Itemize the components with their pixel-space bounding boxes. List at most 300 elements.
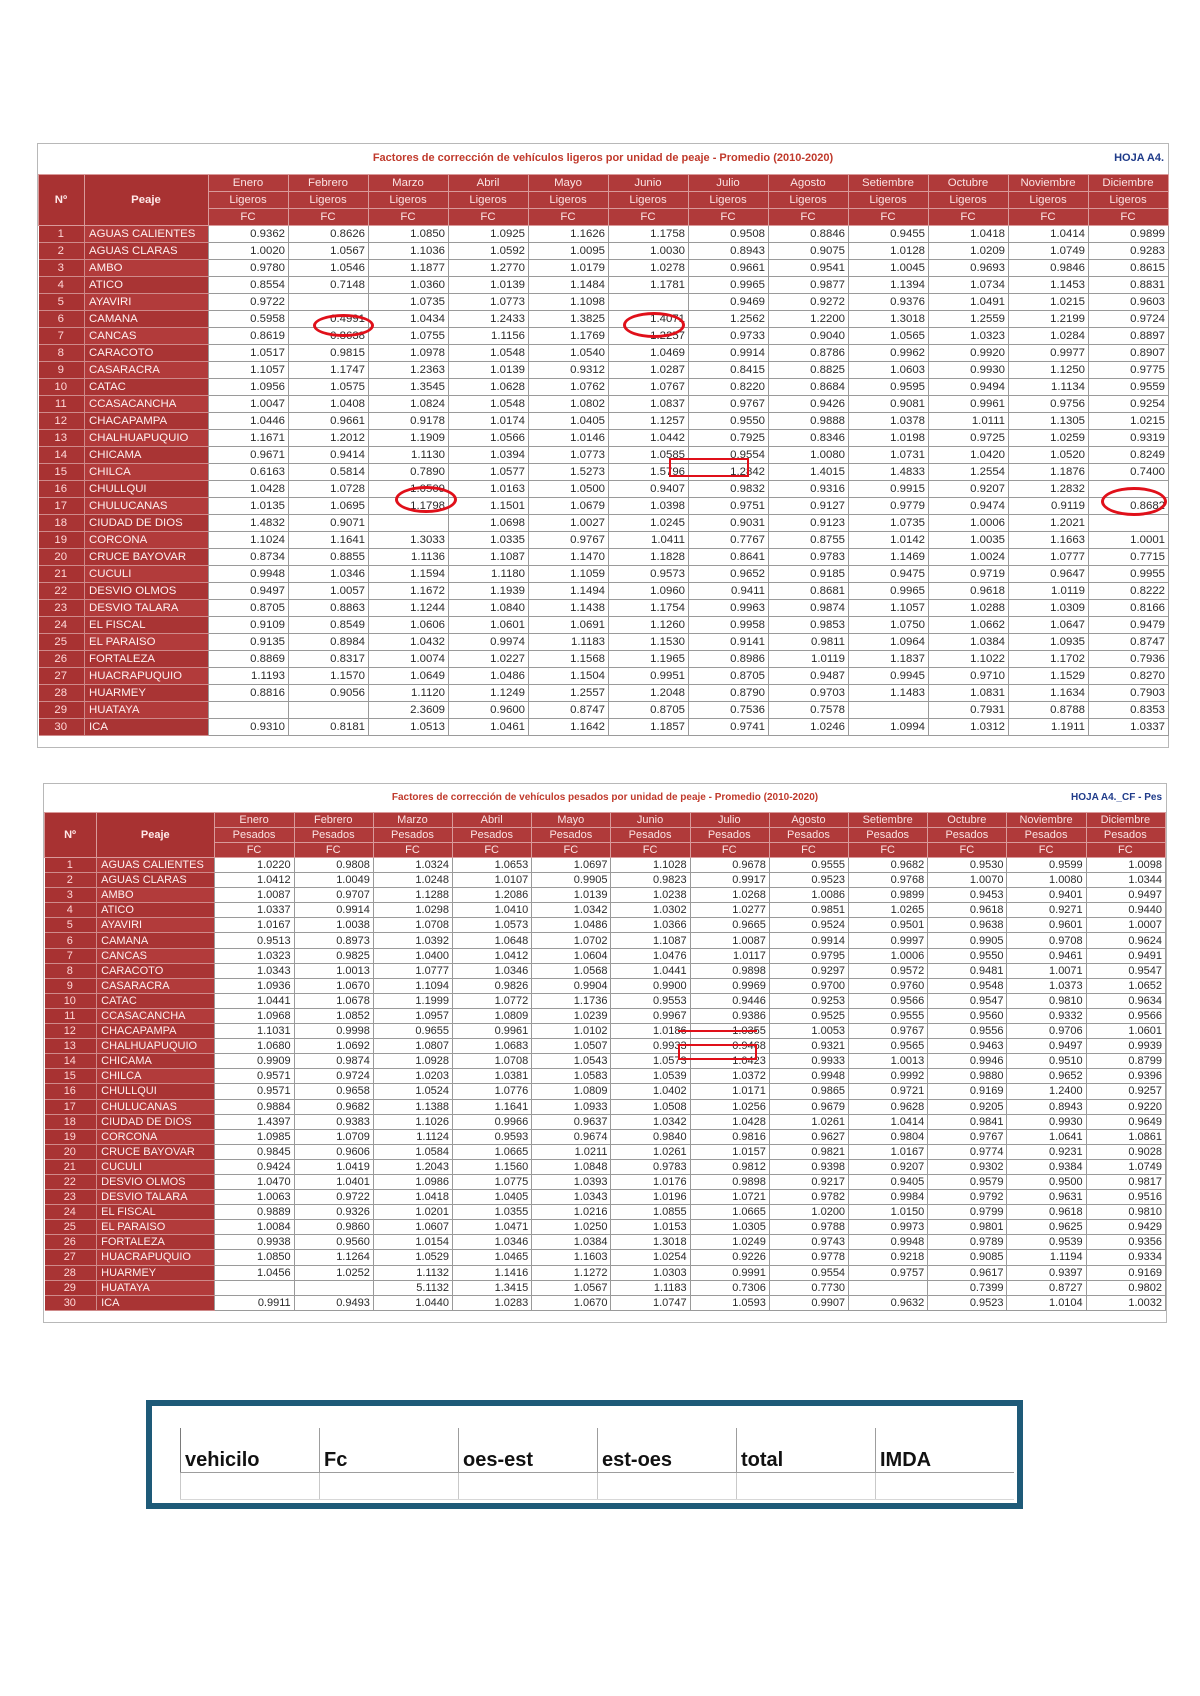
header-fc: FC (215, 843, 294, 858)
fc-value: 1.0384 (929, 634, 1009, 651)
fc-value: 1.0337 (215, 903, 294, 918)
table-row (39, 634, 1169, 651)
fc-value: 1.0831 (929, 685, 1009, 702)
fc-value: 0.8181 (289, 719, 369, 736)
fc-value: 1.0098 (1086, 858, 1165, 873)
table-row (45, 903, 1166, 918)
sheet-title: Factores de corrección de vehículos ligeros por unidad de peaje - Promedio (2010-2020) (372, 152, 834, 164)
fc-value: 0.9905 (928, 933, 1007, 948)
fc-value: 0.8317 (289, 651, 369, 668)
fc-value: 0.8863 (289, 600, 369, 617)
fc-value: 0.9513 (215, 933, 294, 948)
fc-value: 1.0080 (769, 447, 849, 464)
fc-value: 0.9823 (611, 873, 690, 888)
fc-value: 0.9821 (769, 1144, 848, 1159)
row-number: 8 (45, 963, 97, 978)
fc-value: 1.1876 (1009, 464, 1089, 481)
toll-name: ATICO (97, 903, 215, 918)
fc-value: 1.0567 (532, 1280, 611, 1295)
fc-value: 0.8615 (1089, 260, 1169, 277)
fc-value: 1.0678 (294, 993, 373, 1008)
fc-value: 0.9601 (1007, 918, 1086, 933)
fc-value: 0.8825 (769, 362, 849, 379)
fc-value: 1.1438 (529, 600, 609, 617)
fc-value: 1.1024 (209, 532, 289, 549)
table-row (45, 918, 1166, 933)
fc-value: 0.9966 (453, 1114, 532, 1129)
fc-value: 1.4015 (769, 464, 849, 481)
header-month: Diciembre (1089, 175, 1169, 192)
toll-name: CUCULI (97, 1159, 215, 1174)
toll-name: CAMANA (85, 311, 209, 328)
fc-value: 1.0119 (1009, 583, 1089, 600)
header-vehicle-type: Pesados (1007, 828, 1086, 843)
header-month: Abril (453, 813, 532, 828)
fc-value: 0.9799 (928, 1205, 1007, 1220)
toll-name: CARACOTO (85, 345, 209, 362)
fc-value: 0.9257 (1086, 1084, 1165, 1099)
fc-value: 0.7730 (769, 1280, 848, 1295)
fc-value: 1.0167 (849, 1144, 928, 1159)
header-fc: FC (529, 209, 609, 226)
header-vehicle-type: Pesados (215, 828, 294, 843)
fc-value: 0.8786 (769, 345, 849, 362)
fc-value: 0.9783 (769, 549, 849, 566)
header-vehicle-type: Ligeros (849, 192, 929, 209)
fc-value: 1.0507 (532, 1039, 611, 1054)
fc-value: 1.1798 (369, 498, 449, 515)
fc-value: 0.9722 (294, 1190, 373, 1205)
fc-value: 1.1877 (369, 260, 449, 277)
fc-value: 0.9933 (611, 1039, 690, 1054)
fc-value: 1.0080 (1007, 873, 1086, 888)
fc-value: 1.0288 (929, 600, 1009, 617)
fc-value: 0.9665 (690, 918, 769, 933)
entry-cell[interactable] (598, 1473, 737, 1500)
table-row (45, 1008, 1166, 1023)
fc-value: 0.9801 (928, 1220, 1007, 1235)
fc-value: 0.8747 (529, 702, 609, 719)
row-number: 30 (39, 719, 85, 736)
toll-name: AYAVIRI (85, 294, 209, 311)
table-row (39, 600, 1169, 617)
fc-value: 1.0567 (289, 243, 369, 260)
fc-value: 1.1124 (373, 1129, 452, 1144)
fc-value: 1.0216 (532, 1205, 611, 1220)
fc-value: 1.0585 (609, 447, 689, 464)
fc-value: 0.9453 (928, 888, 1007, 903)
fc-value: 1.0850 (369, 226, 449, 243)
header-fc: FC (849, 843, 928, 858)
fc-value: 1.0024 (929, 549, 1009, 566)
fc-value: 1.0343 (215, 963, 294, 978)
fc-value: 1.0446 (209, 413, 289, 430)
highlight-circle-junio-camana (623, 312, 685, 338)
fc-value: 1.0070 (928, 873, 1007, 888)
fc-value: 1.0239 (532, 1008, 611, 1023)
fc-value: 1.0697 (532, 858, 611, 873)
fc-value: 0.9500 (1007, 1174, 1086, 1189)
fc-value: 0.9638 (928, 918, 1007, 933)
fc-value: 1.0323 (929, 328, 1009, 345)
row-number: 29 (39, 702, 85, 719)
row-number: 25 (39, 634, 85, 651)
fc-value: 0.9508 (689, 226, 769, 243)
fc-value: 1.0708 (373, 918, 452, 933)
header-vehicle-type: Ligeros (1089, 192, 1169, 209)
fc-value: 1.0731 (849, 447, 929, 464)
table-row (39, 719, 1169, 736)
fc-value: 0.9376 (849, 294, 929, 311)
table-row (45, 1129, 1166, 1144)
fc-value: 1.0575 (289, 379, 369, 396)
fc-value: 1.0146 (529, 430, 609, 447)
fc-value: 0.9647 (1009, 566, 1089, 583)
fc-value: 1.0303 (611, 1265, 690, 1280)
fc-value: 1.0405 (453, 1190, 532, 1205)
header-peaje: Peaje (85, 175, 209, 226)
fc-value: 1.0653 (453, 858, 532, 873)
header-fc: FC (1007, 843, 1086, 858)
fc-value: 0.9963 (689, 600, 769, 617)
fc-value (209, 702, 289, 719)
fc-value: 0.8619 (209, 328, 289, 345)
fc-value: 1.0837 (609, 396, 689, 413)
fc-value: 0.9767 (529, 532, 609, 549)
fc-value: 0.9555 (769, 858, 848, 873)
table-row (39, 583, 1169, 600)
fc-value: 0.9530 (928, 858, 1007, 873)
row-number: 4 (45, 903, 97, 918)
fc-value: 1.1305 (1009, 413, 1089, 430)
toll-name: CHICAMA (97, 1054, 215, 1069)
fc-value: 1.0411 (609, 532, 689, 549)
toll-name: CIUDAD DE DIOS (97, 1114, 215, 1129)
table-row (45, 1205, 1166, 1220)
row-number: 12 (39, 413, 85, 430)
fc-value: 0.8799 (1086, 1054, 1165, 1069)
fc-value: 1.0057 (289, 583, 369, 600)
fc-value: 1.0104 (1007, 1295, 1086, 1310)
fc-value: 0.9661 (289, 413, 369, 430)
row-number: 5 (45, 918, 97, 933)
fc-value: 0.9411 (689, 583, 769, 600)
fc-value: 0.9028 (1086, 1144, 1165, 1159)
fc-value: 1.1594 (369, 566, 449, 583)
toll-name: EL PARAISO (85, 634, 209, 651)
fc-value: 1.0049 (294, 873, 373, 888)
fc-value: 0.9795 (769, 948, 848, 963)
fc-value: 1.0767 (609, 379, 689, 396)
fc-value: 0.9253 (769, 993, 848, 1008)
fc-value: 1.0573 (611, 1054, 690, 1069)
fc-value: 1.1642 (529, 719, 609, 736)
fc-value: 0.9899 (1089, 226, 1169, 243)
fc-value: 0.9297 (769, 963, 848, 978)
fc-value: 1.1250 (1009, 362, 1089, 379)
fc-value: 0.9778 (769, 1250, 848, 1265)
fc-value: 1.0850 (215, 1250, 294, 1265)
fc-value: 0.9218 (849, 1250, 928, 1265)
fc-value: 0.9178 (369, 413, 449, 430)
table-row (45, 993, 1166, 1008)
row-number: 27 (45, 1250, 97, 1265)
fc-value: 0.8897 (1089, 328, 1169, 345)
table-row (45, 873, 1166, 888)
fc-value: 1.0665 (690, 1205, 769, 1220)
header-fc: FC (373, 843, 452, 858)
fc-value: 0.9547 (928, 993, 1007, 1008)
fc-value: 1.0461 (449, 719, 529, 736)
fc-value: 0.9706 (1007, 1024, 1086, 1039)
fc-value: 1.1736 (532, 993, 611, 1008)
fc-value: 1.1504 (529, 668, 609, 685)
fc-value: 1.0335 (449, 532, 529, 549)
fc-value: 1.0198 (849, 430, 929, 447)
fc-value: 1.2562 (689, 311, 769, 328)
row-number: 6 (45, 933, 97, 948)
fc-value: 0.9865 (769, 1084, 848, 1099)
fc-value: 1.0565 (849, 328, 929, 345)
fc-value: 0.8705 (609, 702, 689, 719)
entry-cell[interactable] (876, 1473, 1015, 1500)
table-row (39, 515, 1169, 532)
fc-value: 1.1022 (929, 651, 1009, 668)
fc-value: 1.0652 (1086, 978, 1165, 993)
header-month: Junio (611, 813, 690, 828)
header-fc: FC (289, 209, 369, 226)
table-row (45, 1265, 1166, 1280)
fc-value: 0.9674 (532, 1129, 611, 1144)
fc-value: 1.0749 (1086, 1159, 1165, 1174)
fc-value: 0.9516 (1086, 1190, 1165, 1205)
fc-value: 1.1244 (369, 600, 449, 617)
table-row (45, 888, 1166, 903)
fc-value: 1.0679 (529, 498, 609, 515)
fc-value: 1.0006 (929, 515, 1009, 532)
fc-value: 0.9491 (1086, 948, 1165, 963)
fc-value: 0.9974 (449, 634, 529, 651)
toll-name: HUACRAPUQUIO (85, 668, 209, 685)
header-month: Diciembre (1086, 813, 1165, 828)
fc-value: 1.0071 (1007, 963, 1086, 978)
fc-value: 0.9446 (690, 993, 769, 1008)
fc-value: 1.2012 (289, 430, 369, 447)
fc-value: 1.0665 (453, 1144, 532, 1159)
fc-value: 1.0215 (1089, 413, 1169, 430)
fc-value: 1.0470 (215, 1174, 294, 1189)
row-number: 17 (45, 1099, 97, 1114)
row-number: 22 (39, 583, 85, 600)
table-row (39, 498, 1169, 515)
table-row (39, 345, 1169, 362)
fc-value: 1.0670 (532, 1295, 611, 1310)
fc-value: 0.8249 (1089, 447, 1169, 464)
fc-value: 0.8705 (209, 600, 289, 617)
fc-value: 1.0384 (532, 1235, 611, 1250)
fc-value: 0.9554 (769, 1265, 848, 1280)
toll-name: CIUDAD DE DIOS (85, 515, 209, 532)
fc-value: 1.0312 (929, 719, 1009, 736)
fc-value: 1.0855 (611, 1205, 690, 1220)
fc-value: 1.3033 (369, 532, 449, 549)
fc-value: 1.2400 (1007, 1084, 1086, 1099)
fc-value: 0.9780 (209, 260, 289, 277)
fc-value: 0.9811 (769, 634, 849, 651)
fc-value: 0.9900 (611, 978, 690, 993)
fc-value: 1.0852 (294, 1008, 373, 1023)
fc-value: 1.1453 (1009, 277, 1089, 294)
fc-value: 0.9768 (849, 873, 928, 888)
column-header: total (737, 1428, 876, 1473)
fc-value: 1.0128 (849, 243, 929, 260)
fc-value: 1.1036 (369, 243, 449, 260)
fc-value: 1.0529 (373, 1250, 452, 1265)
table-row (39, 294, 1169, 311)
entry-cell[interactable] (181, 1473, 320, 1500)
fc-value: 1.2043 (373, 1159, 452, 1174)
toll-name: CHULUCANAS (85, 498, 209, 515)
table-row (39, 464, 1169, 481)
fc-value: 0.9319 (1089, 430, 1169, 447)
header-fc: FC (294, 843, 373, 858)
fc-value: 1.0047 (209, 396, 289, 413)
toll-name: DESVIO OLMOS (97, 1174, 215, 1189)
table-row (45, 978, 1166, 993)
fc-value: 0.9682 (849, 858, 928, 873)
fc-value: 1.0777 (373, 963, 452, 978)
fc-value: 0.9782 (769, 1190, 848, 1205)
fc-value: 0.9071 (289, 515, 369, 532)
fc-value: 0.9789 (928, 1235, 1007, 1250)
fc-value: 0.8549 (289, 617, 369, 634)
fc-value: 0.9733 (689, 328, 769, 345)
fc-value: 0.9560 (294, 1235, 373, 1250)
toll-name: CANCAS (97, 948, 215, 963)
fc-value: 1.0150 (849, 1205, 928, 1220)
fc-value: 1.0762 (529, 379, 609, 396)
toll-name: CHICAMA (85, 447, 209, 464)
fc-value: 0.9997 (849, 933, 928, 948)
fc-value: 0.9788 (769, 1220, 848, 1235)
fc-value: 1.1272 (532, 1265, 611, 1280)
fc-value: 0.9757 (849, 1265, 928, 1280)
fc-value: 1.1939 (449, 583, 529, 600)
fc-value: 1.0680 (215, 1039, 294, 1054)
row-number: 25 (45, 1220, 97, 1235)
row-number: 15 (45, 1069, 97, 1084)
fc-value: 1.2842 (689, 464, 769, 481)
header-vehicle-type: Pesados (453, 828, 532, 843)
highlight-box-julio-chicama (669, 458, 749, 477)
fc-value: 0.9948 (769, 1069, 848, 1084)
row-number: 18 (45, 1114, 97, 1129)
entry-cell[interactable] (320, 1473, 459, 1500)
fc-value: 0.9461 (1007, 948, 1086, 963)
fc-value: 1.0773 (529, 447, 609, 464)
fc-value: 1.0302 (611, 903, 690, 918)
fc-value: 0.9969 (690, 978, 769, 993)
fc-value: 0.9405 (849, 1174, 928, 1189)
header-vehicle-type: Ligeros (609, 192, 689, 209)
table-row (39, 243, 1169, 260)
fc-value: 1.0032 (1086, 1295, 1165, 1310)
fc-value: 0.9977 (1009, 345, 1089, 362)
fc-value: 0.9840 (611, 1129, 690, 1144)
fc-value: 1.2433 (449, 311, 529, 328)
fc-value: 1.0355 (690, 1024, 769, 1039)
fc-value: 0.9493 (294, 1295, 373, 1310)
fc-value: 0.7931 (929, 702, 1009, 719)
fc-value: 1.0360 (369, 277, 449, 294)
fc-value: 1.0278 (609, 260, 689, 277)
fc-value: 1.1769 (529, 328, 609, 345)
fc-value: 0.9217 (769, 1174, 848, 1189)
fc-value: 0.9962 (849, 345, 929, 362)
fc-value: 0.8831 (1089, 277, 1169, 294)
fc-value: 1.0960 (609, 583, 689, 600)
header-month: Noviembre (1009, 175, 1089, 192)
fc-value: 0.9123 (769, 515, 849, 532)
fc-value: 1.1560 (453, 1159, 532, 1174)
fc-value: 0.9566 (849, 993, 928, 1008)
header-vehicle-type: Pesados (373, 828, 452, 843)
header-fc: FC (532, 843, 611, 858)
fc-value: 0.9497 (209, 583, 289, 600)
table-row (39, 447, 1169, 464)
fc-value: 1.1031 (215, 1024, 294, 1039)
calculation-table (180, 1428, 1014, 1500)
fc-value: 1.1603 (532, 1250, 611, 1265)
fc-value: 1.0277 (690, 903, 769, 918)
fc-value: 0.8727 (1007, 1280, 1086, 1295)
entry-cell[interactable] (737, 1473, 876, 1500)
toll-name: CAMANA (97, 933, 215, 948)
fc-value: 0.9547 (1086, 963, 1165, 978)
entry-cell[interactable] (459, 1473, 598, 1500)
fc-value: 0.9945 (849, 668, 929, 685)
fc-value: 1.1483 (849, 685, 929, 702)
fc-value: 1.0423 (690, 1054, 769, 1069)
row-number: 28 (39, 685, 85, 702)
fc-value: 1.1501 (449, 498, 529, 515)
fc-value: 1.0006 (849, 948, 928, 963)
fc-value: 0.9497 (1086, 888, 1165, 903)
fc-value: 1.0434 (369, 311, 449, 328)
fc-value: 1.0568 (532, 963, 611, 978)
fc-value: 0.9384 (1007, 1159, 1086, 1174)
table-row (45, 948, 1166, 963)
fc-value: 0.4991 (289, 311, 369, 328)
row-number: 1 (45, 858, 97, 873)
fc-value: 1.0524 (373, 1084, 452, 1099)
fc-value: 0.9816 (690, 1129, 769, 1144)
fc-value: 0.9710 (929, 668, 1009, 685)
fc-value: 1.0412 (453, 948, 532, 963)
header-vehicle-type: Ligeros (449, 192, 529, 209)
fc-value: 0.8415 (689, 362, 769, 379)
fc-value: 0.9272 (769, 294, 849, 311)
fc-value: 0.9031 (689, 515, 769, 532)
table-row (39, 260, 1169, 277)
fc-value: 1.0245 (609, 515, 689, 532)
fc-value: 1.0419 (294, 1159, 373, 1174)
header-month: Abril (449, 175, 529, 192)
fc-value: 1.0546 (289, 260, 369, 277)
fc-value: 1.1388 (373, 1099, 452, 1114)
fc-value: 0.9707 (294, 888, 373, 903)
fc-value: 1.0708 (453, 1054, 532, 1069)
